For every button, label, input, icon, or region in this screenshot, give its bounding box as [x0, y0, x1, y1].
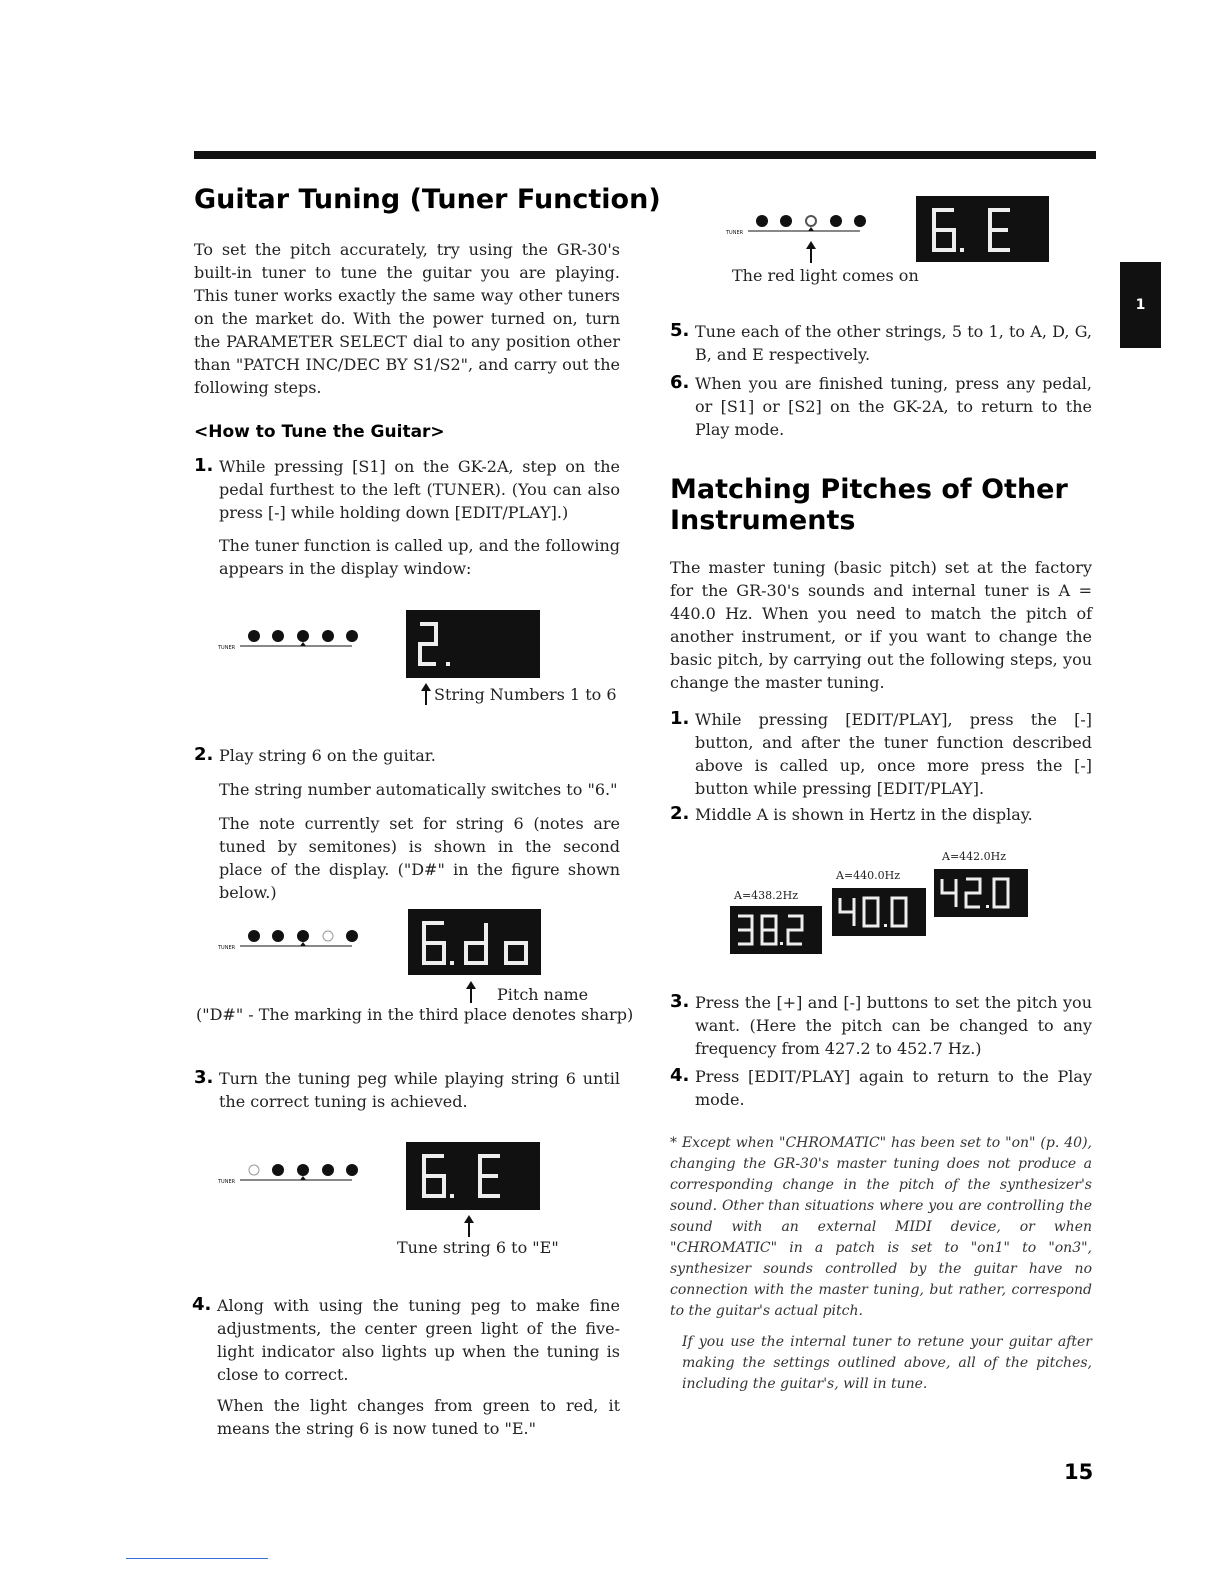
step-2-note: The note currently set for string 6 (notes are tuned by semitones) is shown in the second place of the display. ("D#" in the figure shown below.) — [219, 814, 620, 902]
step-2-text: Play string 6 on the guitar. — [219, 746, 436, 765]
step-4-text: Along with using the tuning peg to make fine adjustments, the center green light of the five-light indicator also lights up when the tuning is close to correct. — [217, 1296, 620, 1384]
m-step-4-text: Press [EDIT/PLAY] again to return to the Play mode. — [695, 1067, 1092, 1109]
top-rule — [194, 151, 1096, 159]
footer-line — [126, 1558, 268, 1559]
m-step-1-text: While pressing [EDIT/PLAY], press the [-] button, and after the tuner function described above is called up, once more press the [-] button while pressing [EDIT/PLAY]. — [695, 710, 1092, 798]
section-title-guitar-tuning: Guitar Tuning (Tuner Function) — [194, 184, 661, 215]
display-fig3 — [406, 1142, 540, 1210]
display-fig1 — [406, 610, 540, 678]
tuner-label: TUNER — [726, 230, 744, 236]
step-3-text: Turn the tuning peg while playing string 6 until the correct tuning is achieved. — [219, 1069, 620, 1111]
fig2-caption-note: ("D#" - The marking in the third place denotes sharp) — [196, 1005, 634, 1024]
step-1-text: While pressing [S1] on the GK-2A, step on the pedal furthest to the left (TUNER). (You can also press [-] while holding down [EDIT/PLAY].) — [219, 457, 620, 522]
page-number: 15 — [1064, 1460, 1094, 1484]
note-chromatic: * Except when "CHROMATIC" has been set to "on" (p. 40), changing the GR-30's master tuning does not produce a corresponding change in the pitch of the synthesizer's sound. Other than situations where you are controlling the sound with an external MIDI device, or when "CHROMATIC" in a patch is set to "on1" to "on3", synthesizer sounds controlled by the guitar have no connection with the master tuning, but rather, correspond to the guitar's actual pitch. — [670, 1135, 1092, 1319]
matching-intro: The master tuning (basic pitch) set at the factory for the GR-30's sounds and internal tuner is A = 440.0 Hz. When you need to match the pitch of another instrument, or if you want to change the basic pitch, by carrying out the following steps, you change the master tuning. — [670, 558, 1092, 692]
step-6-text: When you are finished tuning, press any pedal, or [S1] or [S2] on the GK-2A, to return to the Play mode. — [695, 374, 1092, 439]
m-step-2-text: Middle A is shown in Hertz in the display. — [695, 805, 1033, 824]
tuner-label: TUNER — [218, 1179, 236, 1185]
step-1-result: The tuner function is called up, and the following appears in the display window: — [219, 536, 620, 578]
step-3-number: 3. — [194, 1067, 214, 1088]
subheading-how-to-tune: <How to Tune the Guitar> — [194, 422, 445, 442]
hz-label-440: A=440.0Hz — [836, 869, 901, 882]
display-fig2 — [408, 909, 541, 975]
intro-paragraph: To set the pitch accurately, try using the GR-30's built-in tuner to tune the guitar you are playing. This tuner works exactly the same way other tuners on the market do. With the power turned on, turn the PARAMETER SELECT dial to any position other than "PATCH INC/DEC BY S1/S2", and carry out the following steps. — [194, 240, 620, 397]
display-440 — [832, 888, 926, 936]
tuner-indicator-fig4 — [726, 211, 886, 237]
step-5-text: Tune each of the other strings, 5 to 1, to A, D, G, B, and E respectively. — [695, 322, 1092, 364]
step-4-result: When the light changes from green to red, it means the string 6 is now tuned to "E." — [217, 1396, 620, 1438]
step-4-number: 4. — [192, 1294, 212, 1315]
chapter-tab: 1 — [1120, 262, 1161, 348]
fig2-caption: Pitch name — [497, 985, 589, 1004]
fig4-caption: The red light comes on — [732, 266, 919, 285]
step-1-number: 1. — [194, 455, 214, 476]
display-442 — [934, 869, 1028, 917]
display-fig4 — [916, 196, 1049, 262]
tuner-label: TUNER — [218, 645, 236, 651]
tuner-indicator-fig1 — [218, 626, 378, 652]
step-6-number: 6. — [670, 372, 690, 393]
m-step-4-number: 4. — [670, 1065, 690, 1086]
arrow-up-icon — [462, 1215, 476, 1237]
m-step-3-text: Press the [+] and [-] buttons to set the pitch you want. (Here the pitch can be changed to any frequency from 427.2 to 452.7 Hz.) — [695, 993, 1092, 1058]
tuner-label: TUNER — [218, 945, 236, 951]
step-5-number: 5. — [670, 320, 690, 341]
section-title-matching-pitches: Matching Pitches of Other Instruments — [670, 474, 1068, 536]
m-step-3-number: 3. — [670, 991, 690, 1012]
m-step-2-number: 2. — [670, 803, 690, 824]
fig3-caption: Tune string 6 to "E" — [397, 1238, 559, 1257]
fig1-caption: String Numbers 1 to 6 — [434, 685, 617, 704]
note-retune: If you use the internal tuner to retune your guitar after making the settings outlined above, all of the pitches, including the guitar's, will in tune. — [682, 1334, 1092, 1392]
arrow-up-icon — [464, 981, 478, 1003]
tuner-indicator-fig2 — [218, 926, 378, 952]
hz-label-438: A=438.2Hz — [734, 889, 799, 902]
tuner-indicator-fig3 — [218, 1160, 378, 1186]
m-step-1-number: 1. — [670, 708, 690, 729]
display-438 — [730, 906, 822, 954]
step-2-result: The string number automatically switches to "6." — [219, 780, 618, 799]
step-2-number: 2. — [194, 744, 214, 765]
hz-label-442: A=442.0Hz — [942, 850, 1007, 863]
arrow-up-icon — [804, 241, 818, 263]
arrow-up-icon — [419, 683, 433, 705]
